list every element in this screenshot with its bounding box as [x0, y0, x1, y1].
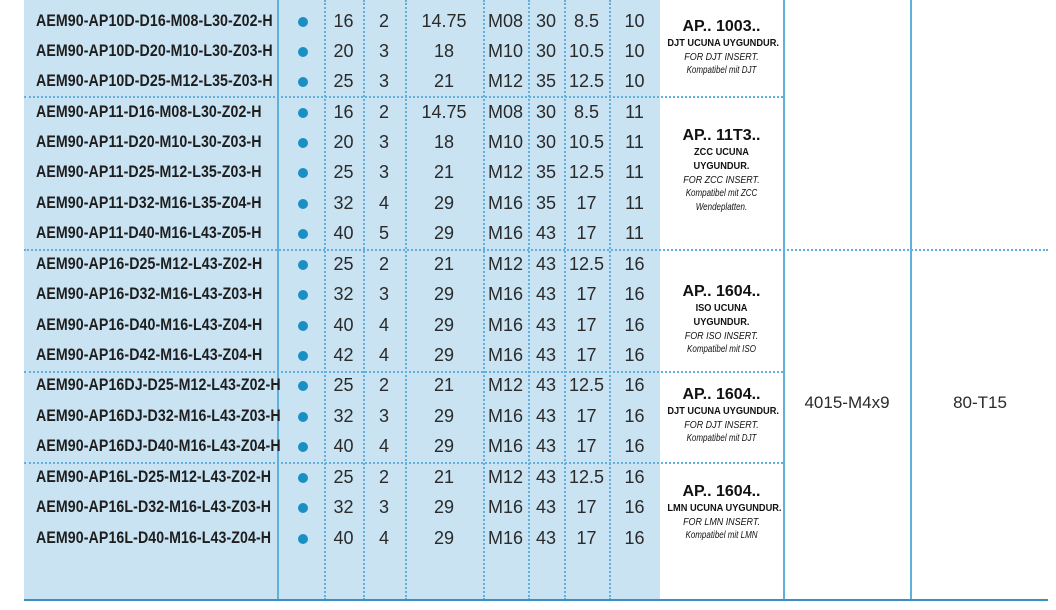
cell-c1: 20	[333, 41, 354, 61]
cell-c5: 43	[535, 375, 557, 395]
cell-c4: M16	[487, 345, 523, 365]
cell-c3: 21	[433, 467, 455, 487]
cell-c7: 16	[624, 528, 645, 548]
cell-c3: 18	[433, 132, 455, 152]
availability-dot-icon	[298, 47, 308, 57]
cell-c6: 17	[576, 315, 597, 335]
part-code: AEM90-AP16-D40-M16-L43-Z04-H	[36, 316, 263, 334]
insert-note	[660, 18, 783, 78]
part-code: AEM90-AP16L-D40-M16-L43-Z04-H	[36, 529, 272, 547]
part-code: AEM90-AP16L-D25-M12-L43-Z02-H	[36, 468, 272, 486]
availability-dot-icon	[298, 503, 308, 513]
cell-c3: 29	[433, 528, 455, 548]
availability-dot-icon	[298, 229, 308, 239]
availability-dot-icon	[298, 260, 308, 270]
cell-c3: 21	[433, 71, 455, 91]
cell-c5: 30	[535, 41, 557, 61]
group-divider	[24, 462, 783, 464]
note-line-l1: AP.. 11T3..	[682, 127, 761, 144]
cell-c6: 17	[576, 436, 597, 456]
note-line-l3: FOR DJT INSERT.	[684, 51, 759, 63]
cell-c5: 35	[535, 71, 557, 91]
group-divider	[24, 249, 1048, 251]
note-line-l4: Kompatibel mit LMN	[685, 530, 758, 541]
availability-dot-icon	[298, 412, 308, 422]
cell-c7: 11	[625, 162, 644, 182]
availability-dot-icon	[298, 321, 308, 331]
cell-c2: 4	[378, 528, 389, 548]
part-code: AEM90-AP16-D42-M16-L43-Z04-H	[36, 346, 263, 364]
cell-c7: 16	[624, 467, 645, 487]
availability-dot-icon	[298, 442, 308, 452]
cell-c3: 29	[433, 406, 455, 426]
note-line-l2a: ZCC UCUNA	[694, 146, 749, 158]
availability-dot-icon	[298, 199, 308, 209]
note-line-l4b: Wendeplatten.	[695, 202, 748, 213]
cell-c1: 16	[333, 11, 354, 31]
cell-c7: 16	[624, 497, 645, 517]
cell-c1: 25	[333, 162, 354, 182]
part-code: AEM90-AP11-D40-M16-L43-Z05-H	[36, 224, 262, 242]
availability-dot-icon	[298, 138, 308, 148]
part-code: AEM90-AP16-D32-M16-L43-Z03-H	[36, 285, 263, 303]
cell-c1: 40	[333, 528, 354, 548]
cell-c5: 43	[535, 497, 557, 517]
cell-c7: 16	[624, 254, 645, 274]
part-code: AEM90-AP16DJ-D40-M16-L43-Z04-H	[36, 437, 281, 455]
cell-c4: M16	[487, 436, 523, 456]
cell-c3: 29	[433, 497, 455, 517]
screw-cell: 4015-M4x9	[804, 393, 890, 412]
cell-c2: 2	[378, 11, 389, 31]
cell-c2: 2	[378, 254, 389, 274]
cell-c4: M10	[487, 41, 523, 61]
part-code: AEM90-AP11-D20-M10-L30-Z03-H	[36, 133, 262, 151]
availability-dot-icon	[298, 534, 308, 544]
cell-c2: 3	[378, 41, 389, 61]
cell-c6: 12.5	[568, 467, 605, 487]
insert-note	[660, 127, 783, 215]
availability-dot-icon	[298, 290, 308, 300]
note-line-l1: AP.. 1604..	[682, 283, 761, 300]
cell-c1: 40	[333, 436, 354, 456]
note-line-l1: AP.. 1003..	[682, 18, 761, 35]
cell-c6: 10.5	[568, 132, 605, 152]
availability-dot-icon	[298, 381, 308, 391]
cell-c2: 3	[378, 284, 389, 304]
insert-note	[660, 483, 783, 543]
cell-c2: 3	[378, 162, 389, 182]
availability-dot-icon	[298, 77, 308, 87]
cell-c7: 11	[625, 223, 644, 243]
cell-c1: 25	[333, 467, 354, 487]
note-line-l2b: UYGUNDUR.	[693, 160, 750, 172]
cell-c1: 25	[333, 254, 354, 274]
cell-c7: 11	[625, 102, 644, 122]
cell-c5: 30	[535, 11, 557, 31]
cell-c6: 12.5	[568, 254, 605, 274]
cell-c1: 25	[333, 71, 354, 91]
cell-c4: M08	[487, 11, 523, 31]
group-divider	[24, 96, 783, 98]
note-line-l1: AP.. 1604..	[682, 386, 761, 403]
cell-c6: 12.5	[568, 71, 605, 91]
cell-c2: 2	[378, 467, 389, 487]
cell-c6: 17	[576, 528, 597, 548]
column-divider	[910, 0, 912, 600]
cell-c7: 16	[624, 375, 645, 395]
insert-note	[660, 386, 783, 446]
cell-c5: 35	[535, 162, 557, 182]
table-bottom-rule	[24, 599, 1048, 601]
cell-c1: 20	[333, 132, 354, 152]
cell-c2: 4	[378, 345, 389, 365]
note-line-l4a: Kompatibel mit ZCC	[685, 188, 758, 199]
part-code: AEM90-AP16L-D32-M16-L43-Z03-H	[36, 498, 272, 516]
cell-c4: M16	[487, 497, 523, 517]
note-line-l4: Kompatibel mit DJT	[686, 433, 757, 444]
cell-c1: 32	[333, 497, 354, 517]
cell-c4: M16	[487, 406, 523, 426]
cell-c6: 12.5	[568, 162, 605, 182]
cell-c5: 43	[535, 345, 557, 365]
column-divider	[783, 0, 785, 600]
cell-c1: 16	[333, 102, 354, 122]
insert-note	[660, 283, 783, 357]
cell-c1: 42	[333, 345, 354, 365]
cell-c1: 32	[333, 406, 354, 426]
cell-c6: 12.5	[568, 375, 605, 395]
part-code: AEM90-AP10D-D16-M08-L30-Z02-H	[36, 12, 273, 30]
cell-c2: 2	[378, 102, 389, 122]
cell-c1: 32	[333, 193, 354, 213]
cell-c3: 21	[433, 162, 455, 182]
note-line-l4: Kompatibel mit ISO	[687, 344, 756, 355]
cell-c1: 32	[333, 284, 354, 304]
cell-c6: 17	[576, 193, 597, 213]
availability-dot-icon	[298, 473, 308, 483]
cell-c4: M16	[487, 223, 523, 243]
part-code: AEM90-AP11-D16-M08-L30-Z02-H	[36, 103, 262, 121]
part-code: AEM90-AP10D-D25-M12-L35-Z03-H	[36, 72, 273, 90]
cell-c2: 2	[378, 375, 389, 395]
cell-c7: 10	[624, 71, 645, 91]
cell-c1: 40	[333, 315, 354, 335]
cell-c3: 29	[433, 345, 455, 365]
cell-c4: M12	[487, 375, 523, 395]
note-line-l1: AP.. 1604..	[682, 483, 761, 500]
column-divider	[277, 0, 279, 600]
cell-c7: 16	[624, 315, 645, 335]
cell-c5: 43	[535, 254, 557, 274]
cell-c2: 3	[378, 497, 389, 517]
cell-c5: 43	[535, 436, 557, 456]
cell-c7: 11	[625, 132, 644, 152]
cell-c5: 43	[535, 467, 557, 487]
availability-dot-icon	[298, 168, 308, 178]
cell-c4: M16	[487, 193, 523, 213]
cell-c3: 29	[433, 284, 455, 304]
note-line-l3: FOR ISO INSERT.	[684, 330, 759, 342]
note-line-l4: Kompatibel mit DJT	[686, 65, 757, 76]
cell-c2: 3	[378, 406, 389, 426]
cell-c4: M08	[487, 102, 523, 122]
cell-c5: 43	[535, 223, 557, 243]
cell-c5: 30	[535, 132, 557, 152]
part-code: AEM90-AP11-D25-M12-L35-Z03-H	[36, 163, 262, 181]
cell-c6: 8.5	[573, 102, 600, 122]
note-line-l2: DJT UCUNA UYGUNDUR.	[667, 405, 779, 417]
cell-c2: 5	[378, 223, 389, 243]
cell-c4: M10	[487, 132, 523, 152]
cell-c7: 16	[624, 406, 645, 426]
cell-c7: 16	[624, 284, 645, 304]
cell-c3: 21	[433, 254, 455, 274]
availability-dot-icon	[298, 17, 308, 27]
cell-c6: 17	[576, 406, 597, 426]
part-code: AEM90-AP16DJ-D32-M16-L43-Z03-H	[36, 407, 281, 425]
cell-c6: 17	[576, 223, 597, 243]
note-line-l2b: UYGUNDUR.	[693, 316, 750, 328]
availability-dot-icon	[298, 351, 308, 361]
cell-c7: 11	[625, 193, 644, 213]
cell-c6: 10.5	[568, 41, 605, 61]
cell-c2: 4	[378, 315, 389, 335]
cell-c2: 4	[378, 436, 389, 456]
cell-c5: 43	[535, 528, 557, 548]
cell-c7: 16	[624, 436, 645, 456]
cell-c2: 3	[378, 132, 389, 152]
cell-c4: M16	[487, 284, 523, 304]
cell-c5: 43	[535, 406, 557, 426]
cell-c3: 29	[433, 315, 455, 335]
cell-c4: M12	[487, 162, 523, 182]
note-line-l3: FOR ZCC INSERT.	[683, 174, 760, 186]
cell-c2: 4	[378, 193, 389, 213]
cell-c3: 14.75	[421, 102, 467, 122]
cell-c4: M12	[487, 467, 523, 487]
cell-c5: 43	[535, 284, 557, 304]
availability-dot-icon	[298, 108, 308, 118]
cell-c1: 25	[333, 375, 354, 395]
cell-c3: 14.75	[421, 11, 467, 31]
part-code: AEM90-AP16DJ-D25-M12-L43-Z02-H	[36, 376, 281, 394]
cell-c7: 10	[624, 11, 645, 31]
cell-c3: 29	[433, 193, 455, 213]
part-code: AEM90-AP16-D25-M12-L43-Z02-H	[36, 255, 263, 273]
note-line-l2a: ISO UCUNA	[695, 302, 748, 314]
cell-c6: 17	[576, 284, 597, 304]
cell-c4: M16	[487, 528, 523, 548]
cell-c6: 17	[576, 497, 597, 517]
part-code: AEM90-AP10D-D20-M10-L30-Z03-H	[36, 42, 273, 60]
cell-c5: 43	[535, 315, 557, 335]
cell-c7: 16	[624, 345, 645, 365]
cell-c3: 18	[433, 41, 455, 61]
note-line-l3: FOR DJT INSERT.	[684, 419, 759, 431]
cell-c4: M16	[487, 315, 523, 335]
note-line-l2: LMN UCUNA UYGUNDUR.	[667, 502, 782, 514]
cell-c1: 40	[333, 223, 354, 243]
cell-c5: 35	[535, 193, 557, 213]
cell-c2: 3	[378, 71, 389, 91]
note-line-l3: FOR LMN INSERT.	[683, 516, 760, 528]
cell-c7: 10	[624, 41, 645, 61]
note-line-l2: DJT UCUNA UYGUNDUR.	[667, 37, 779, 49]
cell-c3: 29	[433, 223, 455, 243]
cell-c4: M12	[487, 71, 523, 91]
spec-table	[24, 0, 1048, 600]
cell-c3: 29	[433, 436, 455, 456]
cell-c3: 21	[433, 375, 455, 395]
cell-c6: 17	[576, 345, 597, 365]
cell-c6: 8.5	[573, 11, 600, 31]
part-code: AEM90-AP11-D32-M16-L35-Z04-H	[36, 194, 262, 212]
group-divider	[24, 371, 783, 373]
cell-c5: 30	[535, 102, 557, 122]
cell-c4: M12	[487, 254, 523, 274]
key-cell: 80-T15	[953, 393, 1007, 412]
